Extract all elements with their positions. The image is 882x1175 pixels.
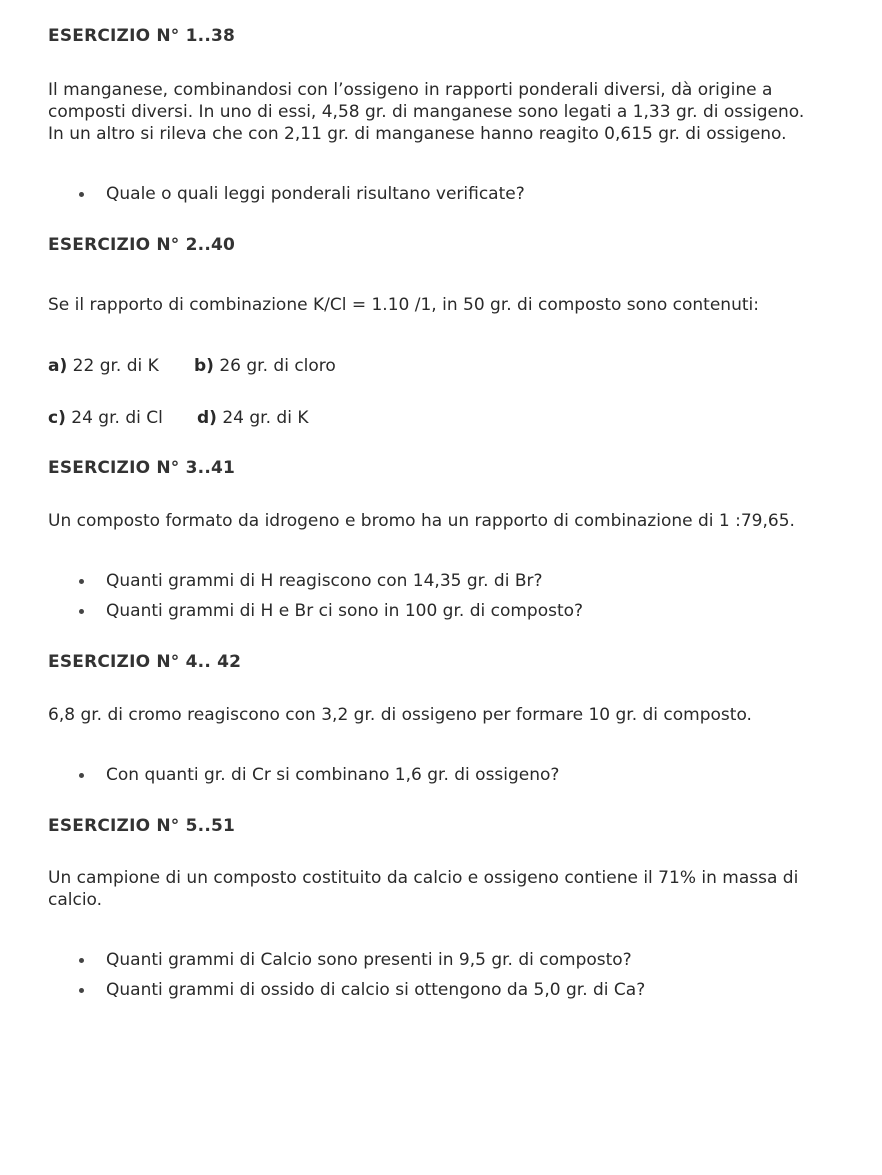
- exercise-2-option-b: [194, 355, 336, 377]
- option-text: 24 gr. di K: [222, 408, 309, 428]
- option-letter: a): [48, 356, 68, 376]
- exercise-3-title: ESERCIZIO N° 3..41: [48, 458, 236, 478]
- exercise-1-text-line-3: In un altro si rileva che con 2,11 gr. di manganese hanno reagito 0,615 gr. di ossigeno.: [48, 124, 787, 144]
- exercise-5-title: ESERCIZIO N° 5..51: [48, 816, 236, 836]
- exercise-4-bullet-1: Con quanti gr. di Cr si combinano 1,6 gr. di ossigeno?: [106, 765, 560, 785]
- exercise-2-option-c: [48, 407, 163, 429]
- exercise-2-title: ESERCIZIO N° 2..40: [48, 235, 236, 255]
- exercise-5-bullet-1: Quanti grammi di Calcio sono presenti in 9,5 gr. di composto?: [106, 950, 632, 970]
- option-text: 26 gr. di cloro: [219, 356, 336, 376]
- option-letter: b): [194, 356, 214, 376]
- option-letter: d): [197, 408, 217, 428]
- exercise-3-bullet-2: Quanti grammi di H e Br ci sono in 100 gr. di composto?: [106, 601, 584, 621]
- exercise-5-text-line-1: Un campione di un composto costituito da calcio e ossigeno contiene il 71% in massa di: [48, 868, 799, 888]
- exercise-1-title: ESERCIZIO N° 1..38: [48, 26, 236, 46]
- exercise-4-text: 6,8 gr. di cromo reagiscono con 3,2 gr. di ossigeno per formare 10 gr. di composto.: [48, 705, 752, 725]
- exercise-3-text: Un composto formato da idrogeno e bromo ha un rapporto di combinazione di 1 :79,65.: [48, 511, 795, 531]
- exercise-5-text-line-2: calcio.: [48, 890, 103, 910]
- option-text: 22 gr. di K: [72, 356, 159, 376]
- exercise-5-bullet-2: Quanti grammi di ossido di calcio si ottengono da 5,0 gr. di Ca?: [106, 980, 646, 1000]
- option-letter: c): [48, 408, 66, 428]
- exercise-1-text-line-2: composti diversi. In uno di essi, 4,58 gr. di manganese sono legati a 1,33 gr. di ossigeno.: [48, 102, 805, 122]
- exercise-2-option-d: [197, 407, 309, 429]
- option-text: 24 gr. di Cl: [71, 408, 163, 428]
- exercise-1-text-line-1: Il manganese, combinandosi con l’ossigeno in rapporti ponderali diversi, dà origine a: [48, 80, 773, 100]
- exercise-4-title: ESERCIZIO N° 4.. 42: [48, 652, 242, 672]
- exercise-2-text: Se il rapporto di combinazione K/Cl = 1.10 /1, in 50 gr. di composto sono contenuti:: [48, 295, 759, 315]
- exercise-2-option-a: [48, 355, 159, 377]
- exercise-3-bullet-1: Quanti grammi di H reagiscono con 14,35 gr. di Br?: [106, 571, 543, 591]
- exercise-1-bullet-1: Quale o quali leggi ponderali risultano verificate?: [106, 184, 525, 204]
